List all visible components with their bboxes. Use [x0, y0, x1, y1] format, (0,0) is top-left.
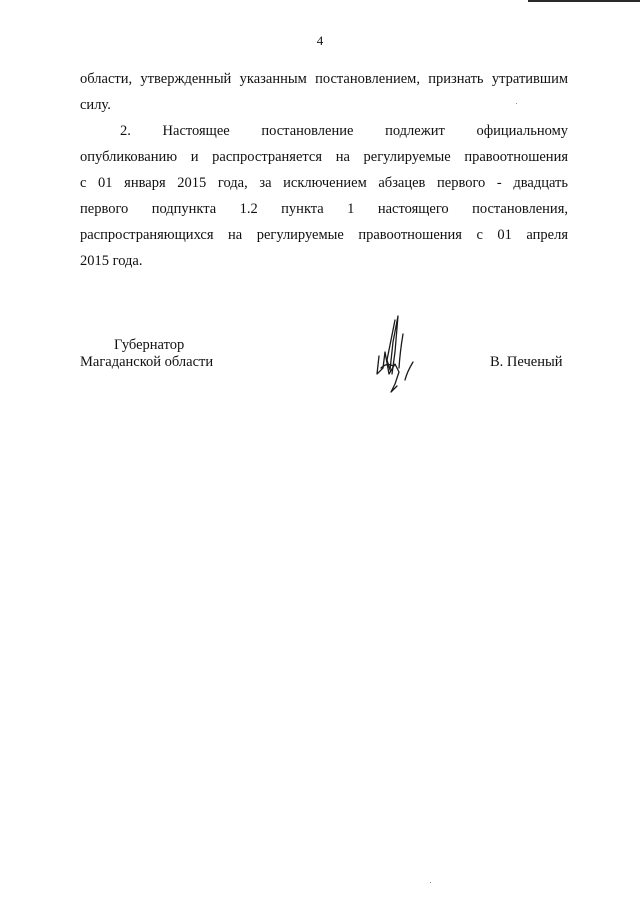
signer-name: В. Печеный: [490, 354, 563, 370]
scan-speck: [430, 882, 431, 883]
paragraph-line: с 01 января 2015 года, за исключением абзацев первого - двадцать: [80, 175, 568, 191]
top-rule: [528, 0, 640, 2]
signatory-region: Магаданской области: [80, 354, 214, 370]
signatory-title: [80, 337, 213, 371]
signatory-position: Губернатор: [114, 337, 185, 353]
scan-speck: [516, 103, 517, 104]
paragraph-line: распространяющихся на регулируемые правоотношения с 01 апреля: [80, 227, 568, 243]
paragraph-2: [80, 118, 568, 274]
paragraph-line: силу.: [80, 97, 111, 113]
paragraph-line: опубликованию и распространяется на регулируемые правоотношения: [80, 149, 568, 165]
paragraph-line: 2. Настоящее постановление подлежит официальному: [120, 123, 568, 139]
handwritten-signature: [365, 312, 435, 402]
paragraph-line: области, утвержденный указанным постановлением, признать утратившим: [80, 71, 568, 87]
paragraph-line: первого подпункта 1.2 пункта 1 настоящего постановления,: [80, 201, 568, 217]
page-number: 4: [316, 33, 324, 48]
paragraph-1: [80, 66, 568, 118]
paragraph-line: 2015 года.: [80, 253, 143, 269]
